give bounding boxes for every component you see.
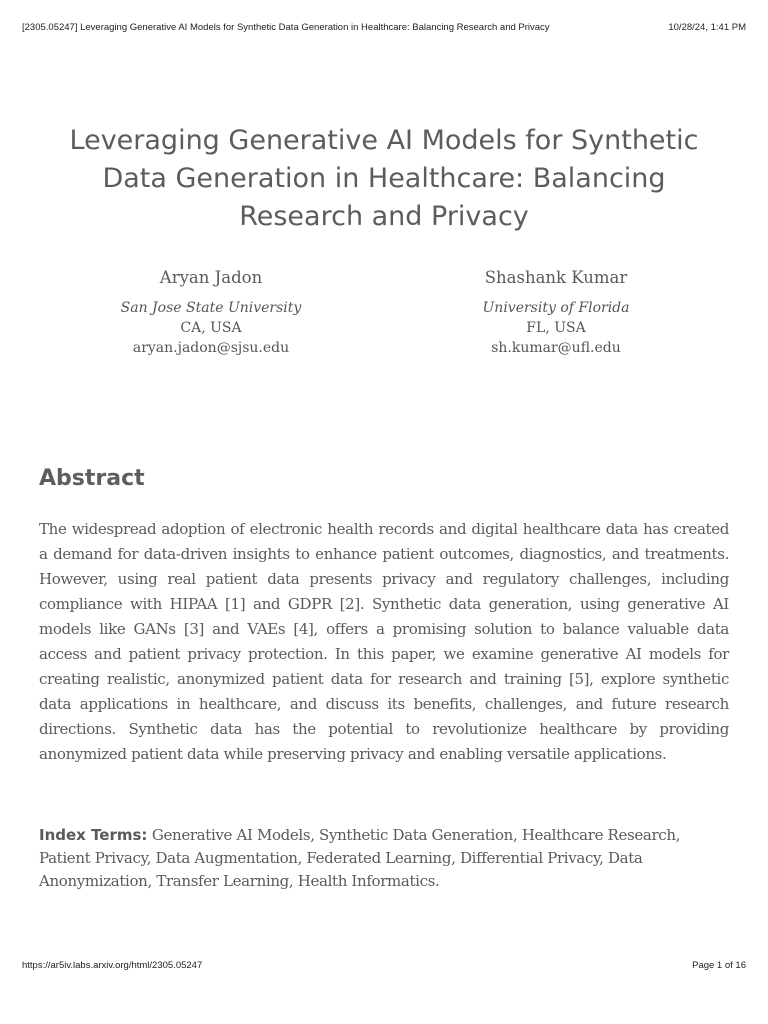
index-terms-text: Generative AI Models, Synthetic Data Generation, Healthcare Research, Patient Privacy, Data Augmentation, Federated Learning, Differential Privacy, Data Anonymization, Transfer Learning, Health Informatics. xyxy=(39,826,681,890)
author-location: FL, USA xyxy=(526,320,586,336)
paper-title: Leveraging Generative AI Models for Synthetic Data Generation in Healthcare: Balancing Research and Privacy xyxy=(69,125,699,232)
index-terms-label: Index Terms: xyxy=(39,826,148,844)
author-location: CA, USA xyxy=(180,320,242,336)
author-email: sh.kumar@ufl.edu xyxy=(491,340,621,356)
page-number: Page 1 of 16 xyxy=(692,960,746,971)
author-name: Aryan Jadon xyxy=(159,268,263,287)
abstract-heading: Abstract xyxy=(39,466,145,491)
print-doc-title: [2305.05247] Leveraging Generative AI Models for Synthetic Data Generation in Healthcare: Balancing Research and Privacy xyxy=(22,22,550,33)
index-terms xyxy=(39,824,729,893)
author-institution: San Jose State University xyxy=(120,300,302,316)
author-email: aryan.jadon@sjsu.edu xyxy=(132,340,290,356)
author-1 xyxy=(81,268,341,358)
print-header xyxy=(22,22,746,33)
author-2 xyxy=(426,268,686,358)
abstract-text: The widespread adoption of electronic health records and digital healthcare data has created a demand for data-driven insights to enhance patient outcomes, diagnostics, and treatments. However, using real patient data presents privacy and regulatory challenges, including compliance with HIPAA [1] and GDPR [2]. Synthetic data generation, using generative AI models like GANs [3] and VAEs [4], offers a promising solution to balance valuable data access and patient privacy protection. In this paper, we examine generative AI models for creating realistic, anonymized patient data for research and training [5], explore synthetic data applications in healthcare, and discuss its benefits, challenges, and future research directions. Synthetic data has the potential to revolutionize healthcare by providing anonymized patient data while preserving privacy and enabling versatile applications. xyxy=(39,520,729,763)
print-footer xyxy=(22,960,746,971)
print-url: https://ar5iv.labs.arxiv.org/html/2305.05247 xyxy=(22,960,203,971)
author-name: Shashank Kumar xyxy=(484,268,628,287)
author-institution: University of Florida xyxy=(482,300,630,316)
print-timestamp: 10/28/24, 1:41 PM xyxy=(668,22,746,33)
